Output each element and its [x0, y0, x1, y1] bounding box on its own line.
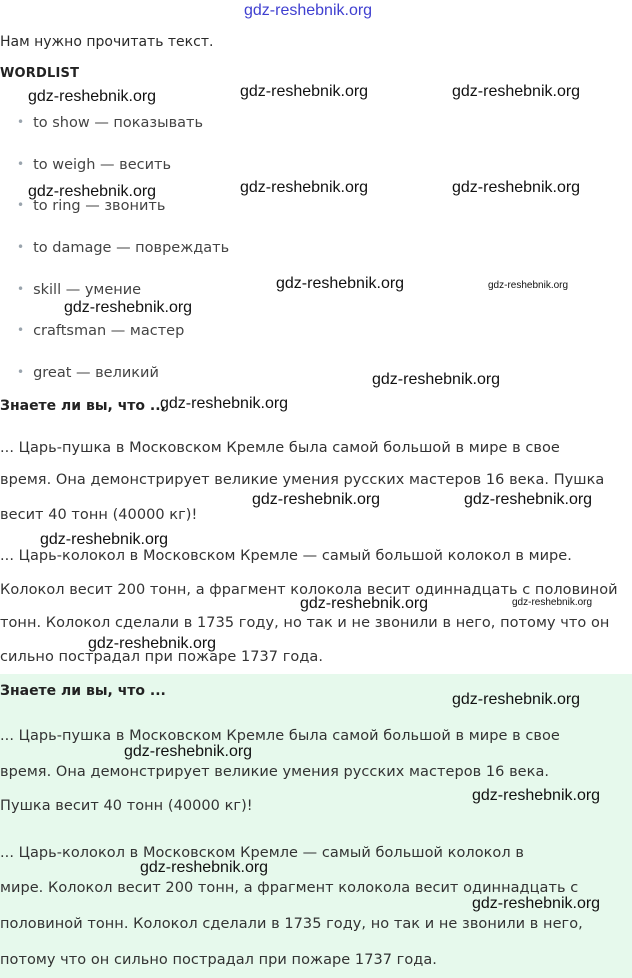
watermark: gdz-reshebnik.org — [124, 743, 253, 760]
answer-line: ... Царь-колокол в Московском Кремле — самый большой колокол в — [0, 845, 524, 861]
watermark: gdz-reshebnik.org — [252, 491, 381, 508]
answer-line: потому что он сильно пострадал при пожаре 1737 года. — [0, 952, 437, 968]
watermark: gdz-reshebnik.org — [276, 275, 405, 292]
text-line: тонн. Колокол сделали в 1735 году, но так и не звонили в него, потому что он — [0, 615, 610, 631]
watermark: gdz-reshebnik.org — [472, 787, 601, 804]
wordlist-item: • to weigh — весить — [17, 157, 172, 173]
watermark: gdz-reshebnik.org — [240, 83, 369, 100]
text-block-title: Знаете ли вы, что ... — [0, 398, 166, 414]
text-line: ... Царь-колокол в Московском Кремле — самый большой колокол в мире. — [0, 548, 572, 564]
watermark: gdz-reshebnik.org — [300, 595, 429, 612]
bullet-icon: • — [17, 240, 25, 254]
bullet-icon: • — [17, 115, 25, 129]
bullet-icon: • — [17, 323, 25, 337]
watermark: gdz-reshebnik.org — [452, 83, 581, 100]
watermark: gdz-reshebnik.org — [88, 635, 217, 652]
text-line: Колокол весит 200 тонн, а фрагмент колокола весит одиннадцать с половиной — [0, 582, 618, 598]
wordlist-item: • to show — показывать — [17, 115, 204, 131]
watermark: gdz-reshebnik.org — [140, 859, 269, 876]
watermark: gdz-reshebnik.org — [452, 179, 581, 196]
text-line: весит 40 тонн (40000 кг)! — [0, 507, 198, 523]
answer-line: мире. Колокол весит 200 тонн, а фрагмент колокола весит одиннадцать с — [0, 880, 579, 896]
watermark: gdz-reshebnik.org — [40, 531, 169, 548]
watermark: gdz-reshebnik.org — [452, 691, 581, 708]
watermark: gdz-reshebnik.org — [160, 395, 289, 412]
wordlist-item: • to ring — звонить — [17, 198, 166, 214]
watermark: gdz-reshebnik.org — [488, 280, 569, 291]
bullet-icon: • — [17, 365, 25, 379]
watermark: gdz-reshebnik.org — [28, 183, 157, 200]
watermark: gdz-reshebnik.org — [240, 179, 369, 196]
bullet-icon: • — [17, 157, 25, 171]
wordlist-item: • great — великий — [17, 365, 159, 381]
watermark: gdz-reshebnik.org — [244, 2, 373, 19]
wordlist-item: • skill — умение — [17, 282, 142, 298]
text-line: сильно пострадал при пожаре 1737 года. — [0, 649, 323, 665]
answer-block-title: Знаете ли вы, что ... — [0, 683, 166, 699]
watermark: gdz-reshebnik.org — [64, 299, 193, 316]
wordlist-item: • craftsman — мастер — [17, 323, 185, 339]
watermark: gdz-reshebnik.org — [464, 491, 593, 508]
wordlist-item: • to damage — повреждать — [17, 240, 230, 256]
watermark: gdz-reshebnik.org — [28, 88, 157, 105]
watermark: gdz-reshebnik.org — [512, 597, 593, 608]
answer-line: ... Царь-пушка в Московском Кремле была самой большой в мире в свое — [0, 728, 560, 744]
answer-line: половиной тонн. Колокол сделали в 1735 году, но так и не звонили в него, — [0, 916, 583, 932]
text-line: время. Она демонстрирует великие умения русских мастеров 16 века. Пушка — [0, 472, 605, 488]
text-line: ... Царь-пушка в Московском Кремле была самой большой в мире в свое — [0, 440, 560, 456]
bullet-icon: • — [17, 198, 25, 212]
watermark: gdz-reshebnik.org — [372, 371, 501, 388]
answer-line: время. Она демонстрирует великие умения русских мастеров 16 века. — [0, 764, 550, 780]
answer-line: Пушка весит 40 тонн (40000 кг)! — [0, 798, 253, 814]
answer-box — [0, 674, 632, 978]
wordlist-title: WORDLIST — [0, 66, 80, 81]
intro-text: Нам нужно прочитать текст. — [0, 34, 214, 50]
bullet-icon: • — [17, 282, 25, 296]
watermark: gdz-reshebnik.org — [472, 895, 601, 912]
